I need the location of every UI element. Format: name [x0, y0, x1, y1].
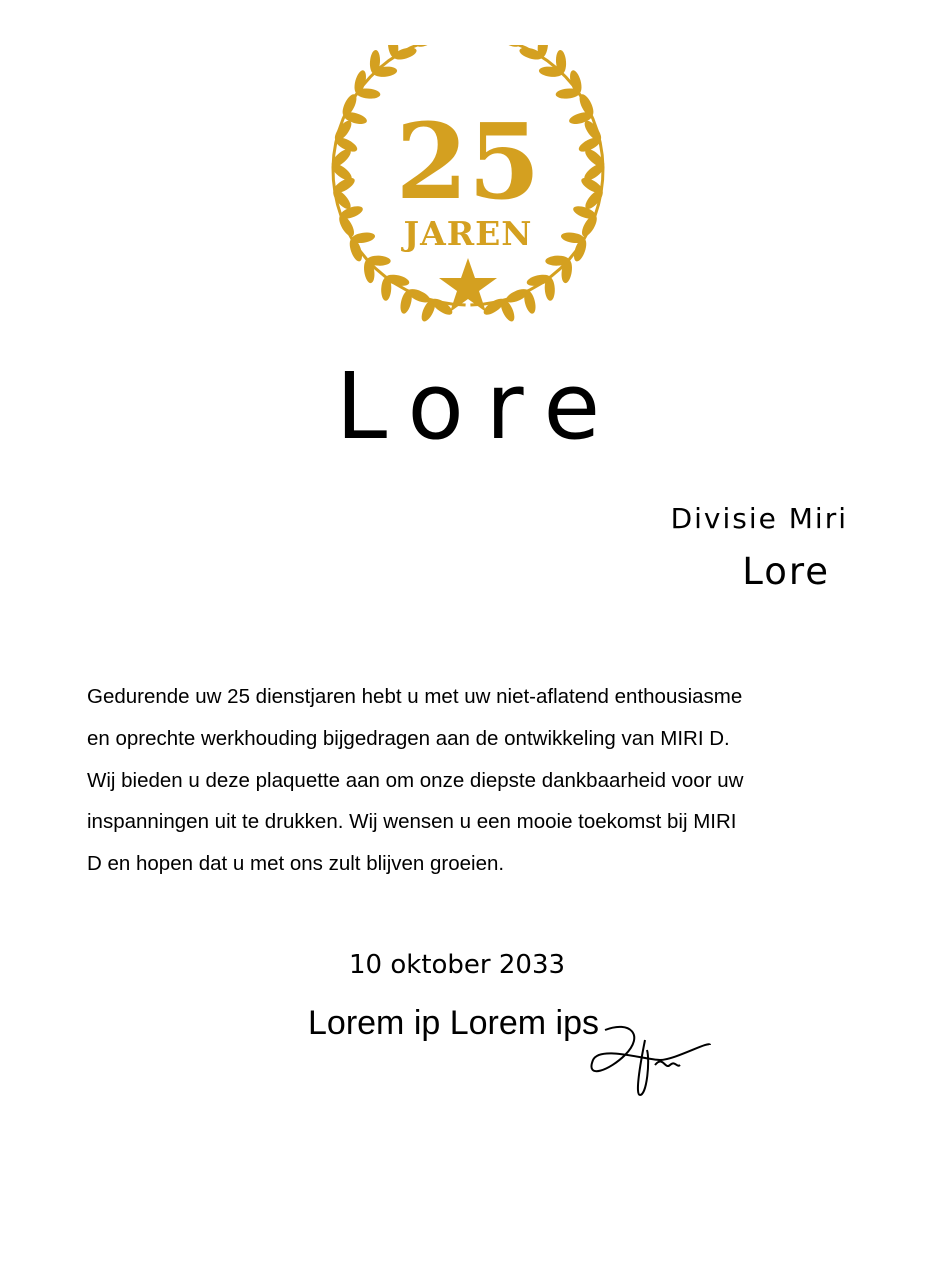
recipient-name: Lore — [742, 550, 830, 593]
division-name: Divisie Miri — [670, 502, 848, 535]
body-line: Wij bieden u deze plaquette aan om onze diepste dankbaarheid voor uw — [87, 768, 744, 792]
signer-name: Lorem ip Lorem ips — [308, 1004, 600, 1042]
anniversary-laurel-emblem — [300, 45, 640, 330]
emblem-label: JAREN — [403, 214, 533, 253]
laurel-leaf — [496, 45, 522, 50]
certificate-date: 10 oktober 2033 — [349, 950, 566, 980]
emblem-number: 25 — [395, 100, 541, 223]
handwritten-signature — [585, 1020, 715, 1105]
certificate-body — [87, 676, 867, 885]
certificate-title: Lore — [335, 353, 623, 460]
body-line: inspanningen uit te drukken. Wij wensen u een mooie toekomst bij MIRI — [87, 810, 737, 834]
body-line: D en hopen dat u met ons zult blijven groeien. — [87, 852, 505, 876]
body-line: Gedurende uw 25 dienstjaren hebt u met uw niet-aflatend enthousiasme — [87, 685, 743, 708]
laurel-leaf — [414, 45, 440, 50]
body-line: en oprechte werkhouding bijgedragen aan de ontwikkeling van MIRI D. — [87, 726, 730, 750]
